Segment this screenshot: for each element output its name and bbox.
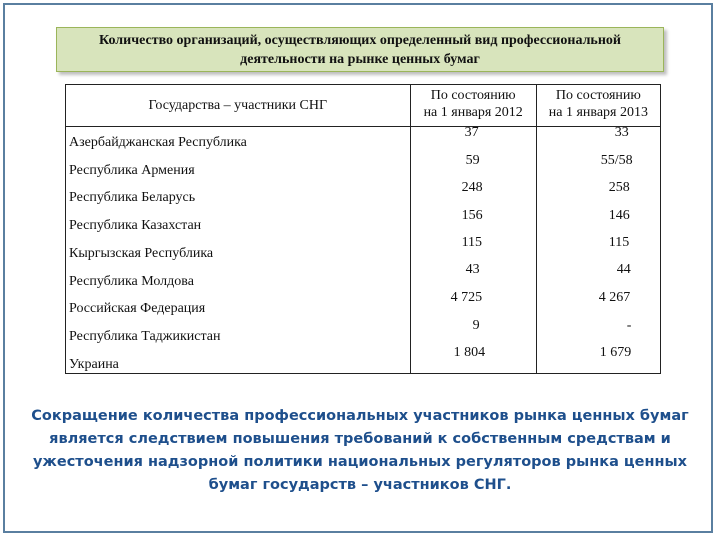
country-name: Республика Молдова [69, 274, 194, 289]
header-2012-line2: на 1 января 2012 [423, 105, 523, 120]
country-column [66, 127, 411, 374]
header-2013-line1: По состоянию [555, 88, 641, 103]
organizations-table [65, 84, 661, 374]
header-country [66, 85, 411, 127]
header-2013 [536, 85, 660, 127]
country-name: Республика Казахстан [69, 218, 202, 233]
values-2012-column [410, 127, 536, 374]
table-body-row [66, 127, 661, 374]
summary-line-1: Сокращение количества профессиональных участников рынка ценных бумаг [31, 408, 689, 424]
header-2012 [410, 85, 536, 127]
value-2013: - [626, 318, 632, 333]
value-2012: 59 [465, 153, 480, 168]
country-name: Республика Таджикистан [69, 329, 221, 344]
value-2013: 33 [614, 125, 629, 140]
value-2013: 1 679 [599, 345, 632, 360]
country-name: Азербайджанская Республика [69, 135, 247, 150]
value-2012: 9 [472, 318, 480, 333]
header-country-label: Государства – участники СНГ [148, 97, 328, 113]
value-2012: 115 [461, 235, 483, 250]
summary-line-4: бумаг государств – участников СНГ. [208, 477, 512, 493]
country-name: Украина [69, 357, 119, 372]
value-2013: 115 [608, 235, 630, 250]
value-2012: 1 804 [453, 345, 486, 360]
country-name: Кыргызская Республика [69, 246, 214, 261]
header-2012-line1: По состоянию [430, 88, 516, 103]
value-2012: 37 [464, 125, 479, 140]
summary-paragraph [6, 405, 714, 497]
summary-line-3: ужесточения надзорной политики национальных регуляторов рынка ценных [32, 454, 687, 470]
title-line-1: Количество организаций, осуществляющих определенный вид профессиональной [99, 33, 621, 48]
value-2012: 248 [461, 180, 483, 195]
value-2013: 146 [608, 208, 630, 223]
value-2013: 44 [616, 262, 631, 277]
value-2013: 4 267 [598, 290, 631, 305]
value-2013: 55/58 [600, 153, 633, 168]
slide-title [56, 27, 664, 72]
table-header-row [66, 85, 661, 127]
country-name: Республика Беларусь [69, 190, 196, 205]
country-name: Российская Федерация [69, 301, 206, 316]
header-2013-line2: на 1 января 2013 [548, 105, 648, 120]
value-2013: 258 [608, 180, 630, 195]
title-line-2: деятельности на рынке ценных бумаг [240, 52, 480, 67]
summary-line-2: является следствием повышения требований к собственным средствам и [49, 431, 671, 447]
value-2012: 4 725 [450, 290, 483, 305]
value-2012: 43 [465, 262, 480, 277]
values-2013-column [536, 127, 660, 374]
country-name: Республика Армения [69, 163, 195, 178]
value-2012: 156 [461, 208, 483, 223]
